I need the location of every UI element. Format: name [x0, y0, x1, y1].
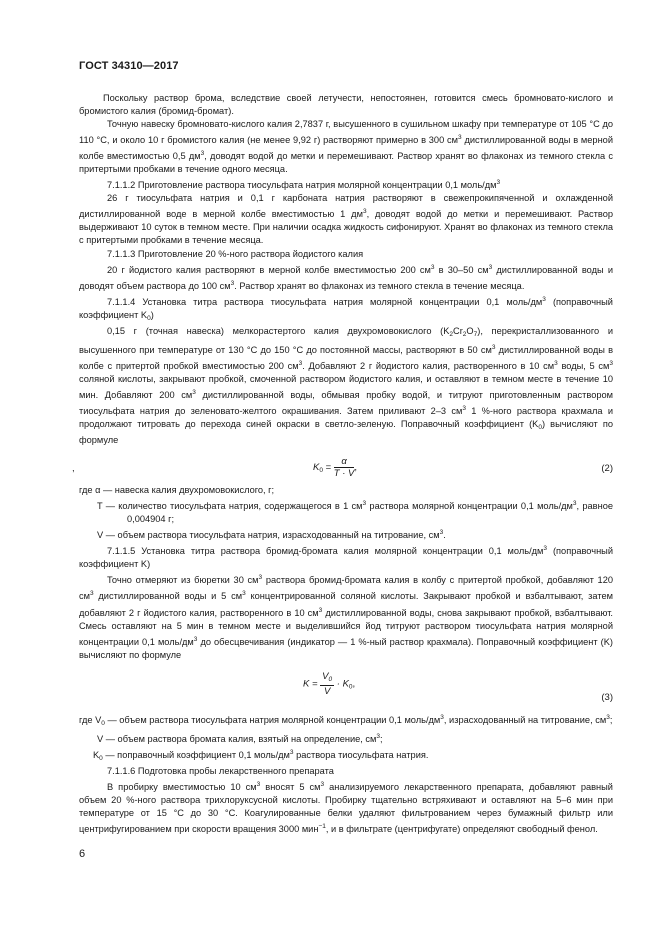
where-line: T — количество тиосульфата натрия, содержащегося в 1 $см^3$ раствора молярной концентрации 0,1 моль/$дм^3$, равное 0,004904 г; [97, 500, 613, 525]
paragraph: Точную навеску бромновато-кислого калия 2,7837 г, высушенного в сушильном шкафу при температуре от 105 °С до 110 °С, и около 10 г бромистого калия (не менее 9,92 г) растворяют примерно в 300 $см^3$ дистиллированной воды в мерной колбе вместимостью 0,5 $дм^3$, доводят водой до метки и перемешивают. Раствор хранят во флаконах из темного стекла с притертыми пробками в течение одного месяца. [79, 119, 614, 175]
formula-comma: , [72, 463, 75, 475]
formula-2 [72, 456, 613, 480]
formula-expression: K = $\frac{V_0}{V}$ · $K_0$, [303, 670, 356, 697]
document-body [72, 92, 614, 836]
section-heading: 7.1.1.5 Установка титра раствора бромид-бромата калия молярной концентрации 0,1 моль/$дм^3$ (поправочный коэффициент K) [79, 545, 613, 570]
paragraph: Поскольку раствор брома, вследствие своей летучести, непостоянен, готовится смесь бромновато-кислого и бромистого калия (бромид-бромат). [79, 93, 613, 117]
where-line: где α — навеска калия двухромовокислого, г; [79, 485, 275, 496]
page-number: 6 [79, 848, 86, 860]
where-line: V — объем раствора тиосульфата натрия, израсходованный на титрование, $см^3$. [97, 529, 446, 541]
paragraph: В пробирку вместимостью 10 $см^3$ вносят 5 $см^3$ анализируемого лекарственного препарата, добавляют равный объем 20 %-ного раствора трихлоруксусной кислоты. Пробирку тщательно встряхивают и оставляют на 5–6 мин при температуре от 15 °С до 30 °С. Коагулированные белки удаляют фильтрованием через бумажный фильтр или центрифугированием при скорости вращения 3000 мин$^{-1}$, и в фильтрате (центрифугате) определяют свободный фенол. [79, 780, 613, 835]
section-heading: 7.1.1.2 Приготовление раствора тиосульфата натрия молярной концентрации 0,1 моль/$дм^3$ [107, 179, 501, 191]
formula-3 [79, 671, 613, 705]
paragraph: 26 г тиосульфата натрия и 0,1 г карбоната натрия растворяют в свежепрокипяченной и охлажденной дистиллированной воде в мерной колбе вместимостью 1 $дм^3$, доводят водой до метки и перемешивают. Раствор выдерживают 10 суток в темном месте. При наличии осадка жидкость сифонируют. Хранят во флаконах из темного стекла с притертыми пробками в течение месяца. [79, 193, 613, 246]
formula-number: (2) [601, 463, 613, 475]
formula-expression: $K_0$ = $\frac{\alpha}{T \cdot V}$ , [313, 456, 358, 480]
where-line: $K_0$ — поправочный коэффициент 0,1 моль/$дм^3$ раствора тиосульфата натрия. [93, 748, 429, 762]
where-line: V — объем раствора бромата калия, взятый на определение, $см^3$; [97, 732, 383, 744]
section-heading: 7.1.1.6 Подготовка пробы лекарственного препарата [107, 765, 334, 776]
section-heading: 7.1.1.4 Установка титра раствора тиосульфата натрия молярной концентрации 0,1 моль/$дм^3$ (поправочный коэффициент $K_0$) [79, 295, 613, 322]
paragraph: Точно отмеряют из бюретки 30 $см^3$ раствора бромид-бромата калия в колбу с притертой пробкой, добавляют 120 $см^3$ дистиллированной воды и 5 $см^3$ концентрированной соляной кислоты. Закрывают пробкой и взбалтывают, затем добавляют 2 г йодистого калия, растворенного в 10 $см^3$ дистиллированной воды, снова закрывают пробкой, взбалтывают. Смесь оставляют на 5 мин в темном месте и выделившийся йод титруют раствором тиосульфата натрия молярной концентрации 0,1 моль/$дм^3$ до обесцвечивания (индикатор — 1 %-ный раствор крахмала). Поправочный коэффициент (K) вычисляют по формуле [79, 574, 613, 660]
formula-number: (3) [601, 691, 613, 703]
paragraph: 20 г йодистого калия растворяют в мерной колбе вместимостью 200 $см^3$ в 30–50 $см^3$ дистиллированной воды и доводят объем раствора до 100 $см^3$. Раствор хранят во флаконах из темного стекла в течение месяца. [79, 263, 613, 291]
section-heading: 7.1.1.3 Приготовление 20 %-ного раствора йодистого калия [107, 248, 364, 259]
paragraph: 0,15 г (точная навеска) мелкорастертого калия двухромовокислого $(K_2Cr_2O_7)$, перекристаллизованного и высушенного при температуре от 130 °С до 150 °С до постоянной массы, растворяют в 50 $см^3$ дистиллированной воды в колбе с притертой пробкой вместимостью 200 $см^3$. Добавляют 2 г йодистого калия, растворенного в 10 $см^3$ воды, 5 $см^3$ соляной кислоты, закрывают пробкой, смоченной раствором йодистого калия, и оставляют в темном месте в течение 10 мин. Добавляют 200 $см^3$ дистиллированной воды, обмывая пробку водой, и титруют приготовленным раствором тиосульфата натрия до зеленовато-желтого окрашивания. Затем приливают 2–3 $см^3$ 1 %-ного раствора крахмала и продолжают титровать до перехода синей окраски в светло-зеленую. Поправочный коэффициент $(K_0)$ вычисляют по формуле [79, 325, 614, 446]
document-header: ГОСТ 34310—2017 [79, 60, 179, 72]
where-line: где $V_0$ — объем раствора тиосульфата натрия молярной концентрации 0,1 моль/$дм^3$, израсходованный на титрование, $см^3$; [79, 713, 613, 727]
